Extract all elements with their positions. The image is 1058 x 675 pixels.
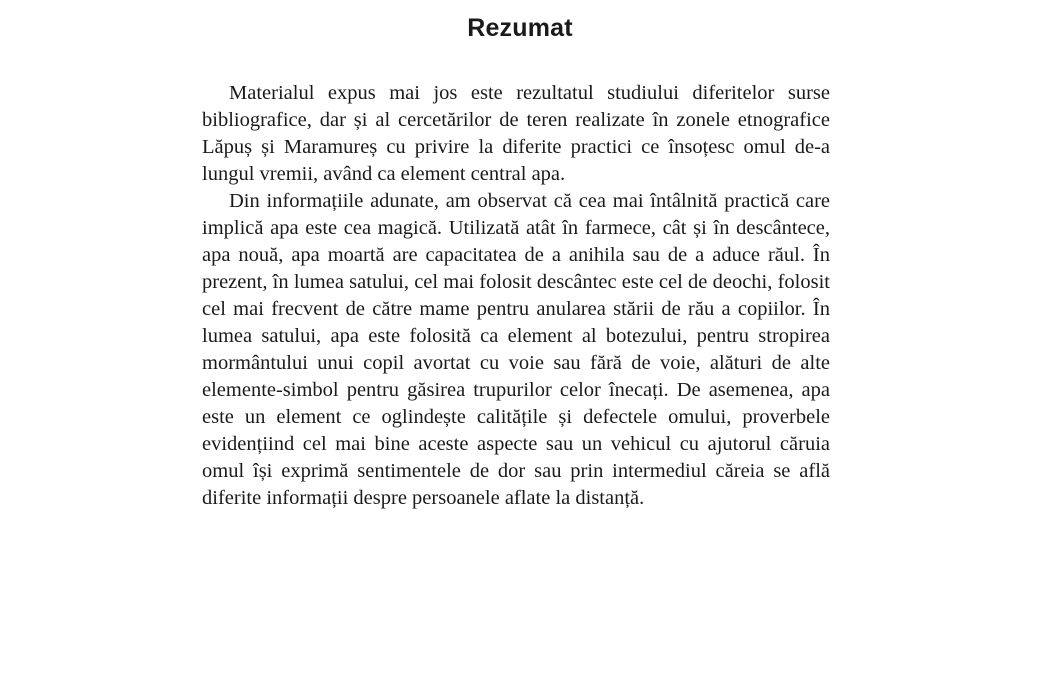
page-title: Rezumat: [467, 14, 573, 42]
summary-body: [202, 80, 830, 512]
paragraph-1: Materialul expus mai jos este rezultatul studiului diferitelor surse bibliografice, dar și al cercetărilor de teren realizate în zonele etnografice Lăpuș și Maramureș cu privire la diferite practici ce însoțesc omul de-a lungul vremii, având ca element central apa.: [202, 82, 830, 185]
paragraph-2: Din informațiile adunate, am observat că cea mai întâlnită practică care implică apa este cea magică. Utilizată atât în farmece, cât și în descântece, apa nouă, apa moartă are capacitatea de a anihila sau de a aduce răul. În prezent, în lumea satului, cel mai folosit descântec este cel de deochi, folosit cel mai frecvent de către mame pentru anularea stării de rău a copiilor. În lumea satului, apa este folosită ca element al botezului, pentru stropirea mormântului unui copil avortat cu voie sau fără de voie, alături de alte elemente-simbol pentru găsirea trupurilor celor înecați. De asemenea, apa este un element ce oglindește calitățile și defectele omului, proverbele evidențiind cel mai bine aceste aspecte sau un vehicul cu ajutorul căruia omul își exprimă sentimentele de dor sau prin intermediul căreia se află diferite informații despre persoanele aflate la distanță.: [202, 190, 830, 509]
